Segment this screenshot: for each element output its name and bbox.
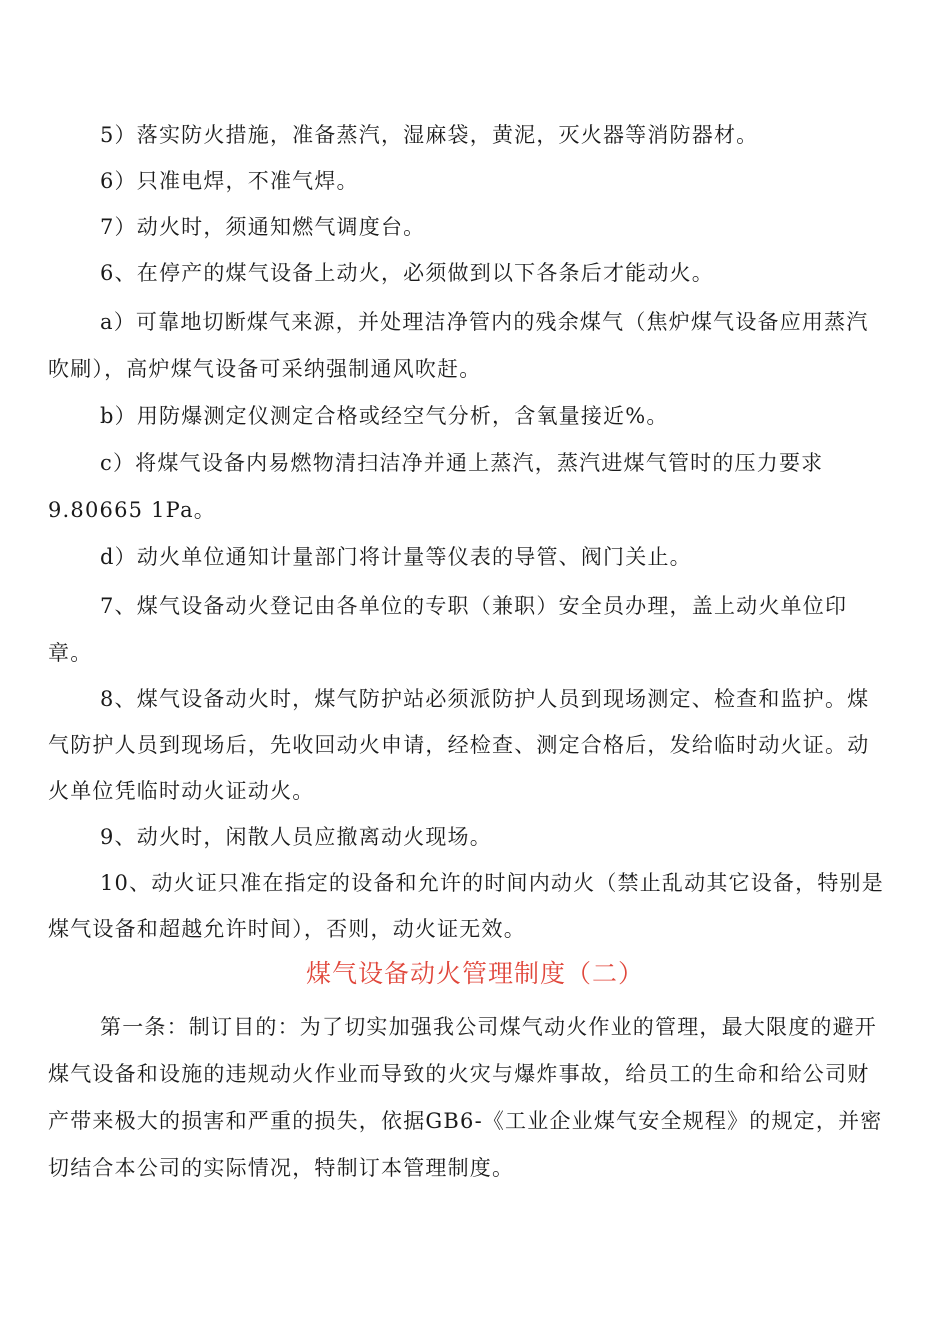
text-line: 7、煤气设备动火登记由各单位的专职（兼职）安全员办理，盖上动火单位印 xyxy=(100,594,848,618)
text-line: 8、煤气设备动火时，煤气防护站必须派防护人员到现场测定、检查和监护。煤 xyxy=(100,687,870,711)
text-line: 吹刷），高炉煤气设备可采纳强制通风吹赶。 xyxy=(48,357,482,381)
article-line: 切结合本公司的实际情况，特制订本管理制度。 xyxy=(48,1156,515,1180)
text-line: d）动火单位通知计量部门将计量等仪表的导管、阀门关止。 xyxy=(100,545,692,569)
text-line: 10、动火证只准在指定的设备和允许的时间内动火（禁止乱动其它设备，特别是 xyxy=(100,871,884,895)
text-line: 6、在停产的煤气设备上动火，必须做到以下各条后才能动火。 xyxy=(100,261,714,285)
text-line: 7）动火时，须通知燃气调度台。 xyxy=(100,215,426,239)
text-line: 9.80665 1Pa。 xyxy=(48,498,216,522)
text-line: 5）落实防火措施，准备蒸汽，湿麻袋，黄泥，灭火器等消防器材。 xyxy=(100,123,759,147)
text-line: c）将煤气设备内易燃物清扫洁净并通上蒸汽，蒸汽进煤气管时的压力要求 xyxy=(100,451,824,475)
text-line: b）用防爆测定仪测定合格或经空气分析，含氧量接近%。 xyxy=(100,404,669,428)
article-line: 第一条：制订目的：为了切实加强我公司煤气动火作业的管理，最大限度的避开 xyxy=(100,1015,877,1039)
section-title: 煤气设备动火管理制度（二） xyxy=(305,959,644,988)
text-line: 气防护人员到现场后，先收回动火申请，经检查、测定合格后，发给临时动火证。动 xyxy=(48,733,870,757)
text-line: 火单位凭临时动火证动火。 xyxy=(48,779,315,803)
text-line: 煤气设备和超越允许时间），否则，动火证无效。 xyxy=(48,917,526,941)
text-line: 6）只准电焊，不准气焊。 xyxy=(100,169,359,193)
article-line: 产带来极大的损害和严重的损失，依据GB6-《工业企业煤气安全规程》的规定，并密 xyxy=(48,1109,883,1133)
text-line: 章。 xyxy=(48,641,93,665)
article-line: 煤气设备和设施的违规动火作业而导致的火灾与爆炸事故，给员工的生命和给公司财 xyxy=(48,1062,870,1086)
text-line: 9、动火时，闲散人员应撤离动火现场。 xyxy=(100,825,492,849)
text-line: a）可靠地切断煤气来源，并处理洁净管内的残余煤气（焦炉煤气设备应用蒸汽 xyxy=(100,310,869,334)
